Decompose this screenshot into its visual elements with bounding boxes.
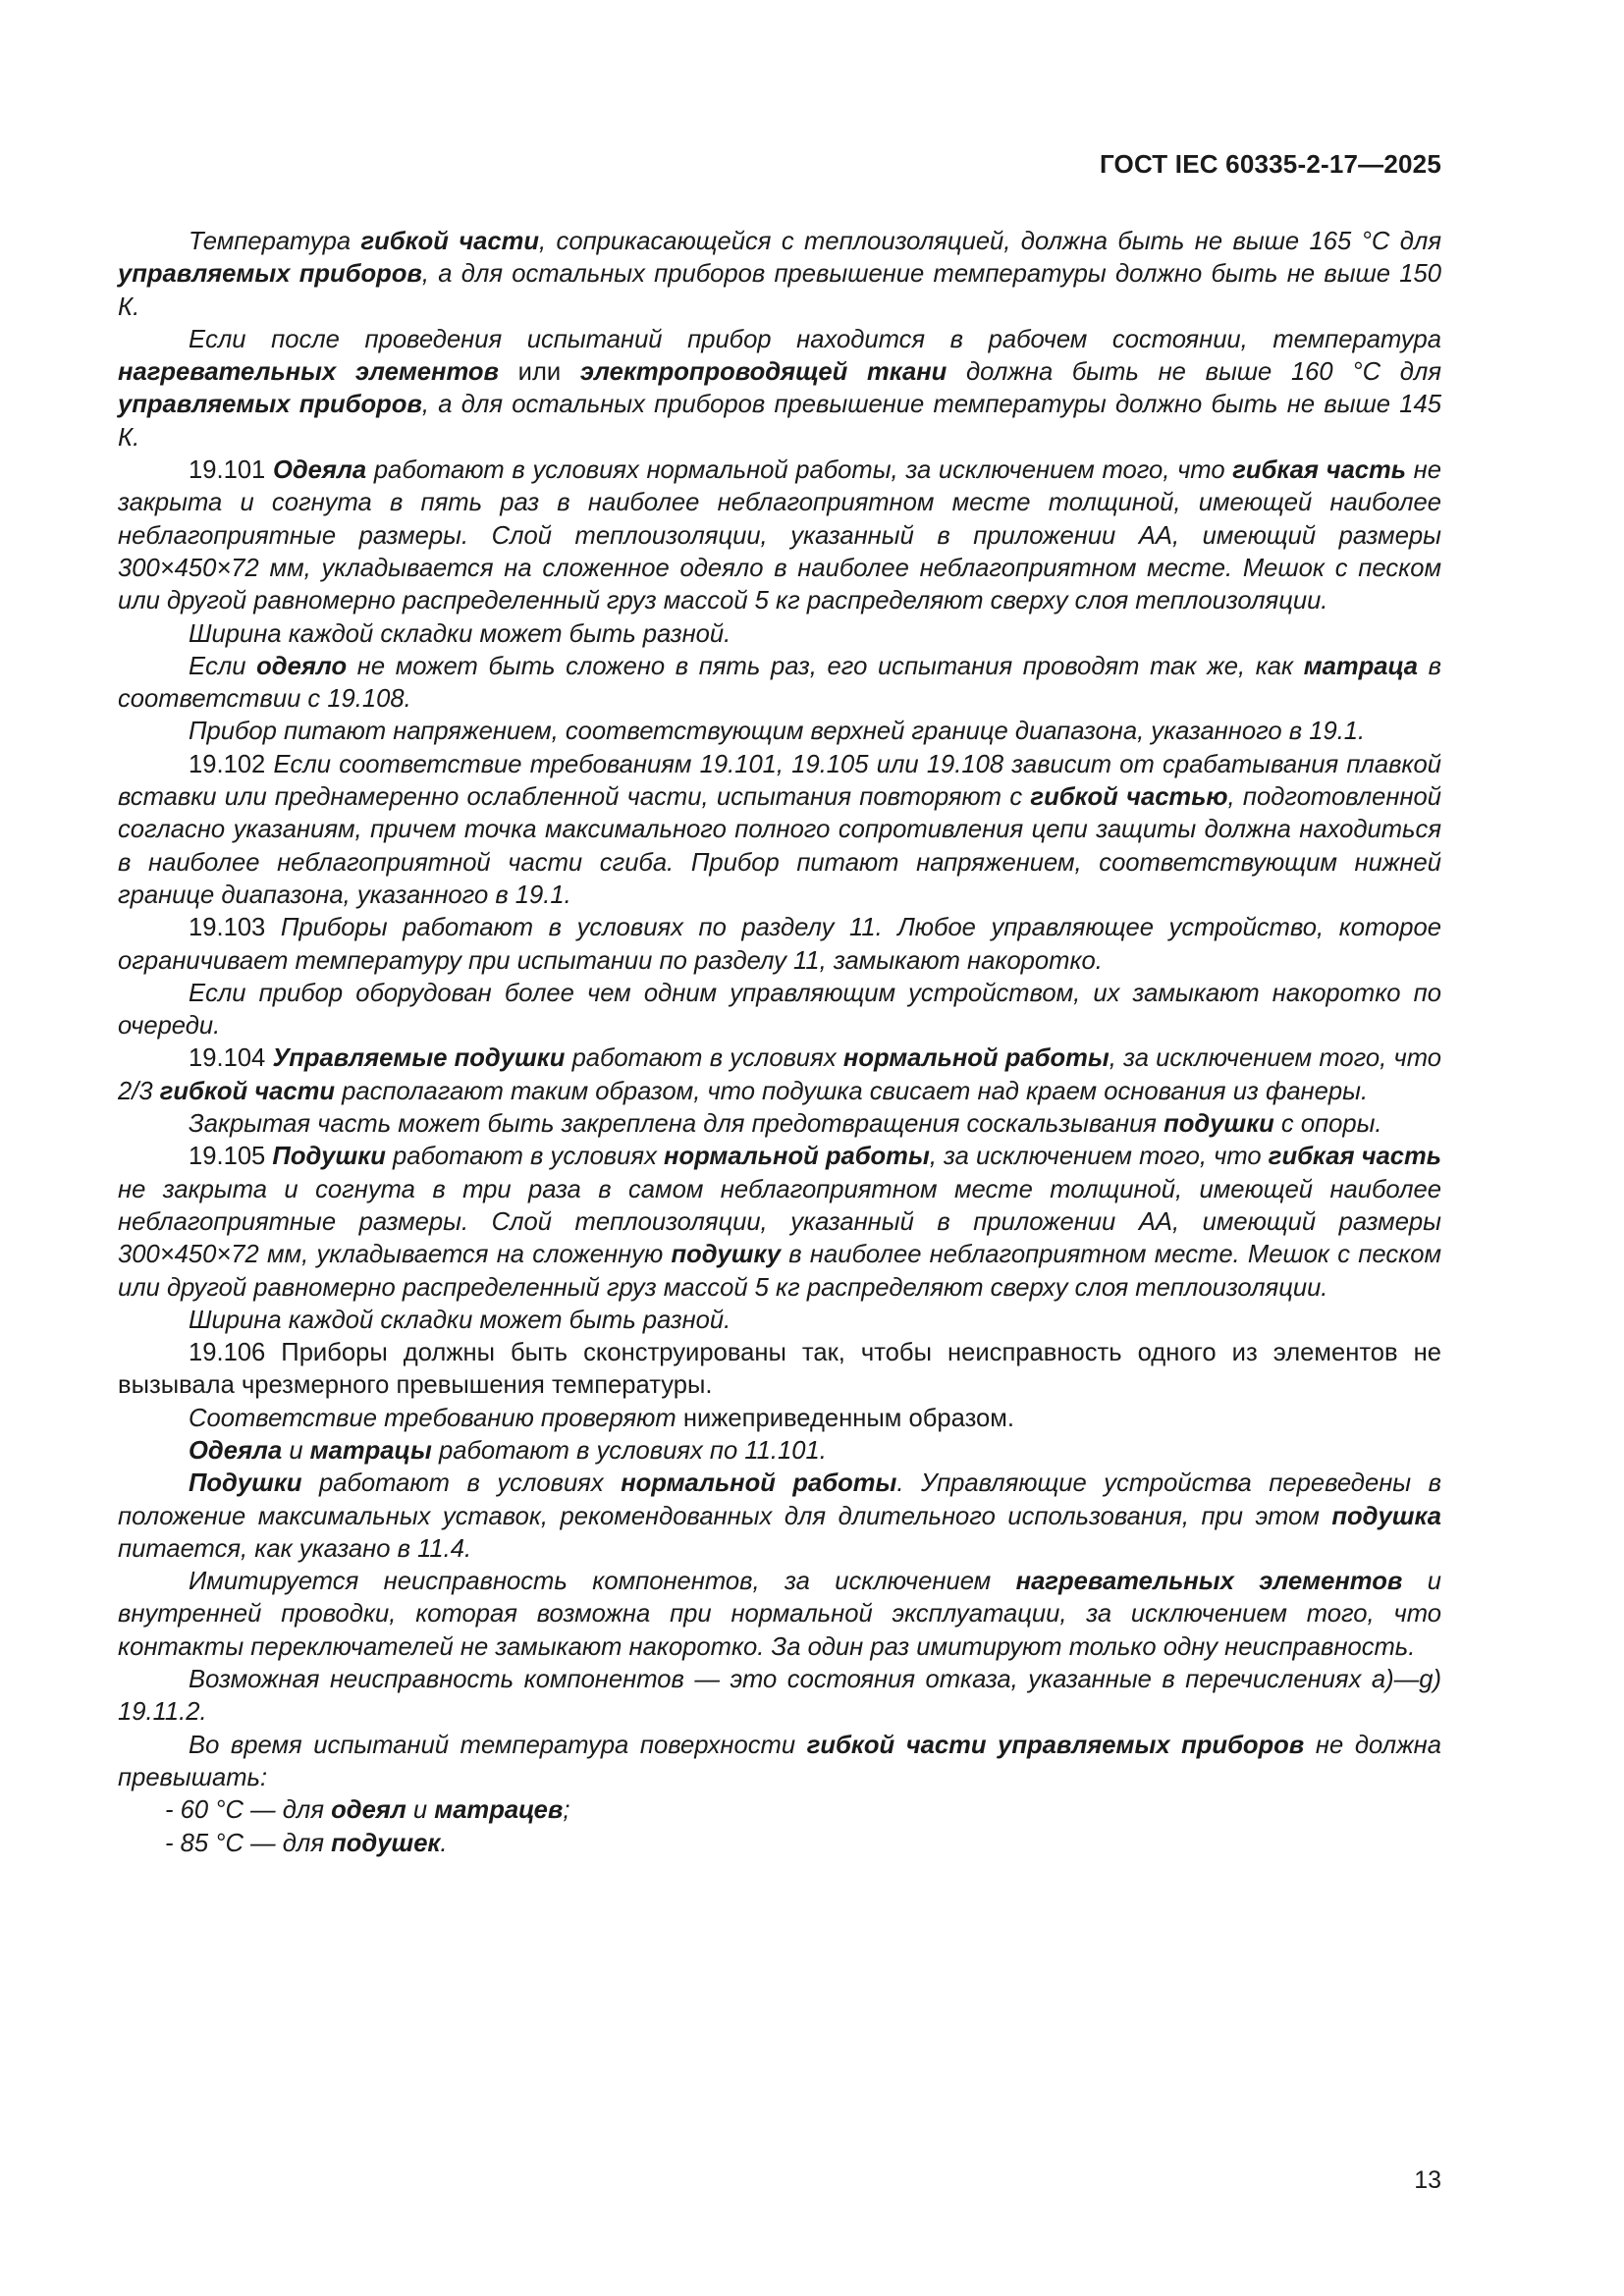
text-run: располагают таким образом, что подушка свисает над краем основания из фанеры. <box>334 1077 1369 1105</box>
text-run: Если соответствие требованиям 19.101, 19.105 или 19.108 зависит от срабатывания плавкой вставки или преднамеренно ослабленной части, испытания повторяют с <box>118 750 1449 812</box>
paragraph <box>118 1566 1449 1664</box>
text-run: Если <box>189 652 257 680</box>
paragraph <box>118 1403 1441 1435</box>
text-run: Если прибор оборудован более чем одним управляющим устройством, их замыкают накоротко по очереди. <box>118 979 1449 1041</box>
text-run: 19.102 <box>189 750 274 778</box>
paragraph <box>118 912 1449 978</box>
defined-term: нагревательных элементов <box>118 358 499 387</box>
text-run: Соответствие требованию проверяют <box>189 1404 677 1432</box>
paragraph <box>118 1730 1449 1795</box>
document-body <box>118 226 1449 1860</box>
text-run: 19.101 <box>189 456 273 485</box>
text-run: , соприкасающейся с теплоизоляцией, должна быть не выше 165 °С для <box>539 228 1449 255</box>
text-run: Возможная неисправность компонентов — это состояния отказа, указанные в перечислениях а)—g) 19.11.2. <box>118 1666 1449 1727</box>
text-run: , за исключением того, что 2/3 <box>118 1044 1449 1105</box>
defined-term: гибкой частью <box>1030 783 1228 812</box>
text-run: не закрыта и согнута в пять раз в наиболее неблагоприятном месте толщиной, имеющей наиболее неблагоприятные размеры. Слой теплоизоляции, указанный в приложении АА, имеющий размеры 300×450×72 мм, укладывается на сложенное одеяло в наиболее неблагоприятном месте. Мешок с песком или другой равномерно распределенный груз массой 5 кг распределяют сверху слоя теплоизоляции. <box>118 456 1449 615</box>
paragraph <box>118 454 1449 617</box>
text-run: . <box>440 1829 448 1857</box>
list-item <box>118 1794 1441 1827</box>
defined-term: электропроводящей ткани <box>579 358 947 387</box>
defined-term: гибкой части <box>360 228 540 255</box>
text-run: должна быть не выше 160 °С для <box>947 358 1449 387</box>
defined-term: матраца <box>1303 652 1418 680</box>
text-run: питается, как указано в 11.4. <box>118 1502 1449 1563</box>
paragraph <box>118 749 1449 912</box>
paragraph <box>118 1108 1441 1141</box>
defined-term: управляемых приборов <box>118 260 422 289</box>
text-run: 19.106 Приборы должны быть сконструированы так, чтобы неисправность одного из элементов не вызывала чрезмерного превышения температуры. <box>118 1339 1449 1400</box>
paragraph <box>118 1305 1441 1337</box>
document-header: ГОСТ IEC 60335-2-17—2025 <box>1099 149 1441 179</box>
text-run: , за исключением того, что <box>929 1143 1269 1171</box>
defined-term: Управляемые подушки <box>272 1044 566 1073</box>
paragraph <box>118 618 1441 651</box>
defined-term: гибкой части управляемых приборов <box>806 1731 1305 1759</box>
defined-term: одеяло <box>256 652 348 680</box>
text-run: не должна превышать: <box>118 1731 1449 1791</box>
text-run: работают в условиях <box>565 1044 843 1073</box>
defined-term: нормальной работы <box>621 1469 897 1498</box>
defined-term: гибкой части <box>159 1077 335 1105</box>
text-run: - 85 °С — для <box>165 1829 332 1857</box>
text-run: не закрыта и согнута в три раза в самом неблагоприятном месте толщиной, имеющей наиболее неблагоприятные размеры. Слой теплоизоляции, указанный в приложении АА, имеющий размеры 300×450×72 мм, укладывается на сложенную <box>118 1143 1449 1269</box>
defined-term: Подушки <box>189 1469 302 1498</box>
defined-term: нормальной работы <box>842 1044 1110 1073</box>
defined-term: управляемых приборов <box>118 391 422 419</box>
text-run: с опоры. <box>1273 1110 1382 1139</box>
text-run: Температура <box>189 228 361 255</box>
defined-term: матрацев <box>434 1796 564 1825</box>
text-run: работают в условиях нормальной работы, за исключением того, что <box>366 456 1233 485</box>
text-run: Приборы работают в условиях по разделу 11. Любое управляющее устройство, которое ограничивает температуру при испытании по разделу 11, замыкают накоротко. <box>118 914 1449 975</box>
paragraph <box>118 716 1441 748</box>
defined-term: гибкая часть <box>1268 1143 1441 1171</box>
text-run: нижеприведенным образом. <box>676 1404 1014 1432</box>
text-run: Во время испытаний температура поверхности <box>189 1731 807 1759</box>
defined-term: подушек <box>331 1829 441 1857</box>
defined-term: матрацы <box>309 1436 432 1465</box>
text-run: работают в условиях <box>385 1143 664 1171</box>
paragraph <box>118 1337 1449 1403</box>
defined-term: нагревательных элементов <box>1015 1568 1403 1596</box>
text-run: Ширина каждой складки может быть разной. <box>189 1306 731 1334</box>
list-item <box>118 1828 1441 1860</box>
text-run: Если после проведения испытаний прибор находится в рабочем состоянии, температура <box>189 325 1449 353</box>
defined-term: одеял <box>331 1796 406 1825</box>
defined-term: подушки <box>1164 1110 1274 1139</box>
defined-term: гибкая часть <box>1232 456 1406 485</box>
paragraph <box>118 324 1449 454</box>
text-run: , а для остальных приборов превышение температуры должно быть не выше 150 К. <box>118 260 1449 321</box>
text-run: работают в условиях по 11.101. <box>431 1436 827 1465</box>
text-run: и внутренней проводки, которая возможна при нормальной эксплуатации, за исключением того, что контакты переключателей не замыкают накоротко. За один раз имитируют только одну неисправность. <box>118 1568 1449 1661</box>
text-run: не может быть сложено в пять раз, его испытания проводят так же, как <box>347 652 1304 680</box>
text-run: и <box>282 1436 310 1465</box>
text-run: 19.103 <box>189 914 281 942</box>
text-run: - 60 °С — для <box>165 1796 332 1825</box>
text-run: ; <box>563 1796 570 1825</box>
text-run: Ширина каждой складки может быть разной. <box>189 619 731 648</box>
paragraph <box>118 1042 1449 1108</box>
text-run: Имитируется неисправность компонентов, за исключением <box>189 1568 1016 1596</box>
text-run: работают в условиях <box>301 1469 622 1498</box>
text-run: Закрытая часть может быть закреплена для предотвращения соскальзывания <box>189 1110 1164 1139</box>
paragraph <box>118 226 1449 324</box>
paragraph <box>118 651 1449 717</box>
text-run: в наиболее неблагоприятном месте. Мешок с песком или другой равномерно распределенный груз массой 5 кг распределяют сверху слоя теплоизоляции. <box>118 1241 1449 1302</box>
text-run: и <box>406 1796 435 1825</box>
paragraph <box>118 1141 1449 1304</box>
text-run: . Управляющие устройства переведены в положение максимальных уставок, рекомендованных для длительного использования, при этом <box>118 1469 1449 1530</box>
text-run: Прибор питают напряжением, соответствующим верхней границе диапазона, указанного в 19.1. <box>189 718 1366 746</box>
paragraph <box>118 1664 1449 1730</box>
paragraph <box>118 1468 1449 1566</box>
text-run: , подготовленной согласно указаниям, причем точка максимального полного сопротивления цепи защиты должна находиться в наиболее неблагоприятной части сгиба. Прибор питают напряжением, соответствующим нижней границе диапазона, указанного в 19.1. <box>118 783 1449 909</box>
text-run: 19.104 <box>189 1044 273 1073</box>
text-run: в соответствии с 19.108. <box>118 652 1449 714</box>
defined-term: Подушки <box>272 1143 386 1171</box>
text-run: или <box>498 358 580 387</box>
defined-term: подушка <box>1331 1502 1441 1530</box>
defined-term: Одеяла <box>272 456 367 485</box>
text-run: , а для остальных приборов превышение температуры должно быть не выше 145 К. <box>118 391 1449 452</box>
defined-term: Одеяла <box>189 1436 283 1465</box>
paragraph <box>118 978 1449 1043</box>
defined-term: подушку <box>671 1241 782 1269</box>
paragraph <box>118 1435 1441 1468</box>
page-number: 13 <box>1414 2166 1441 2194</box>
defined-term: нормальной работы <box>664 1143 930 1171</box>
text-run: 19.105 <box>189 1143 273 1171</box>
